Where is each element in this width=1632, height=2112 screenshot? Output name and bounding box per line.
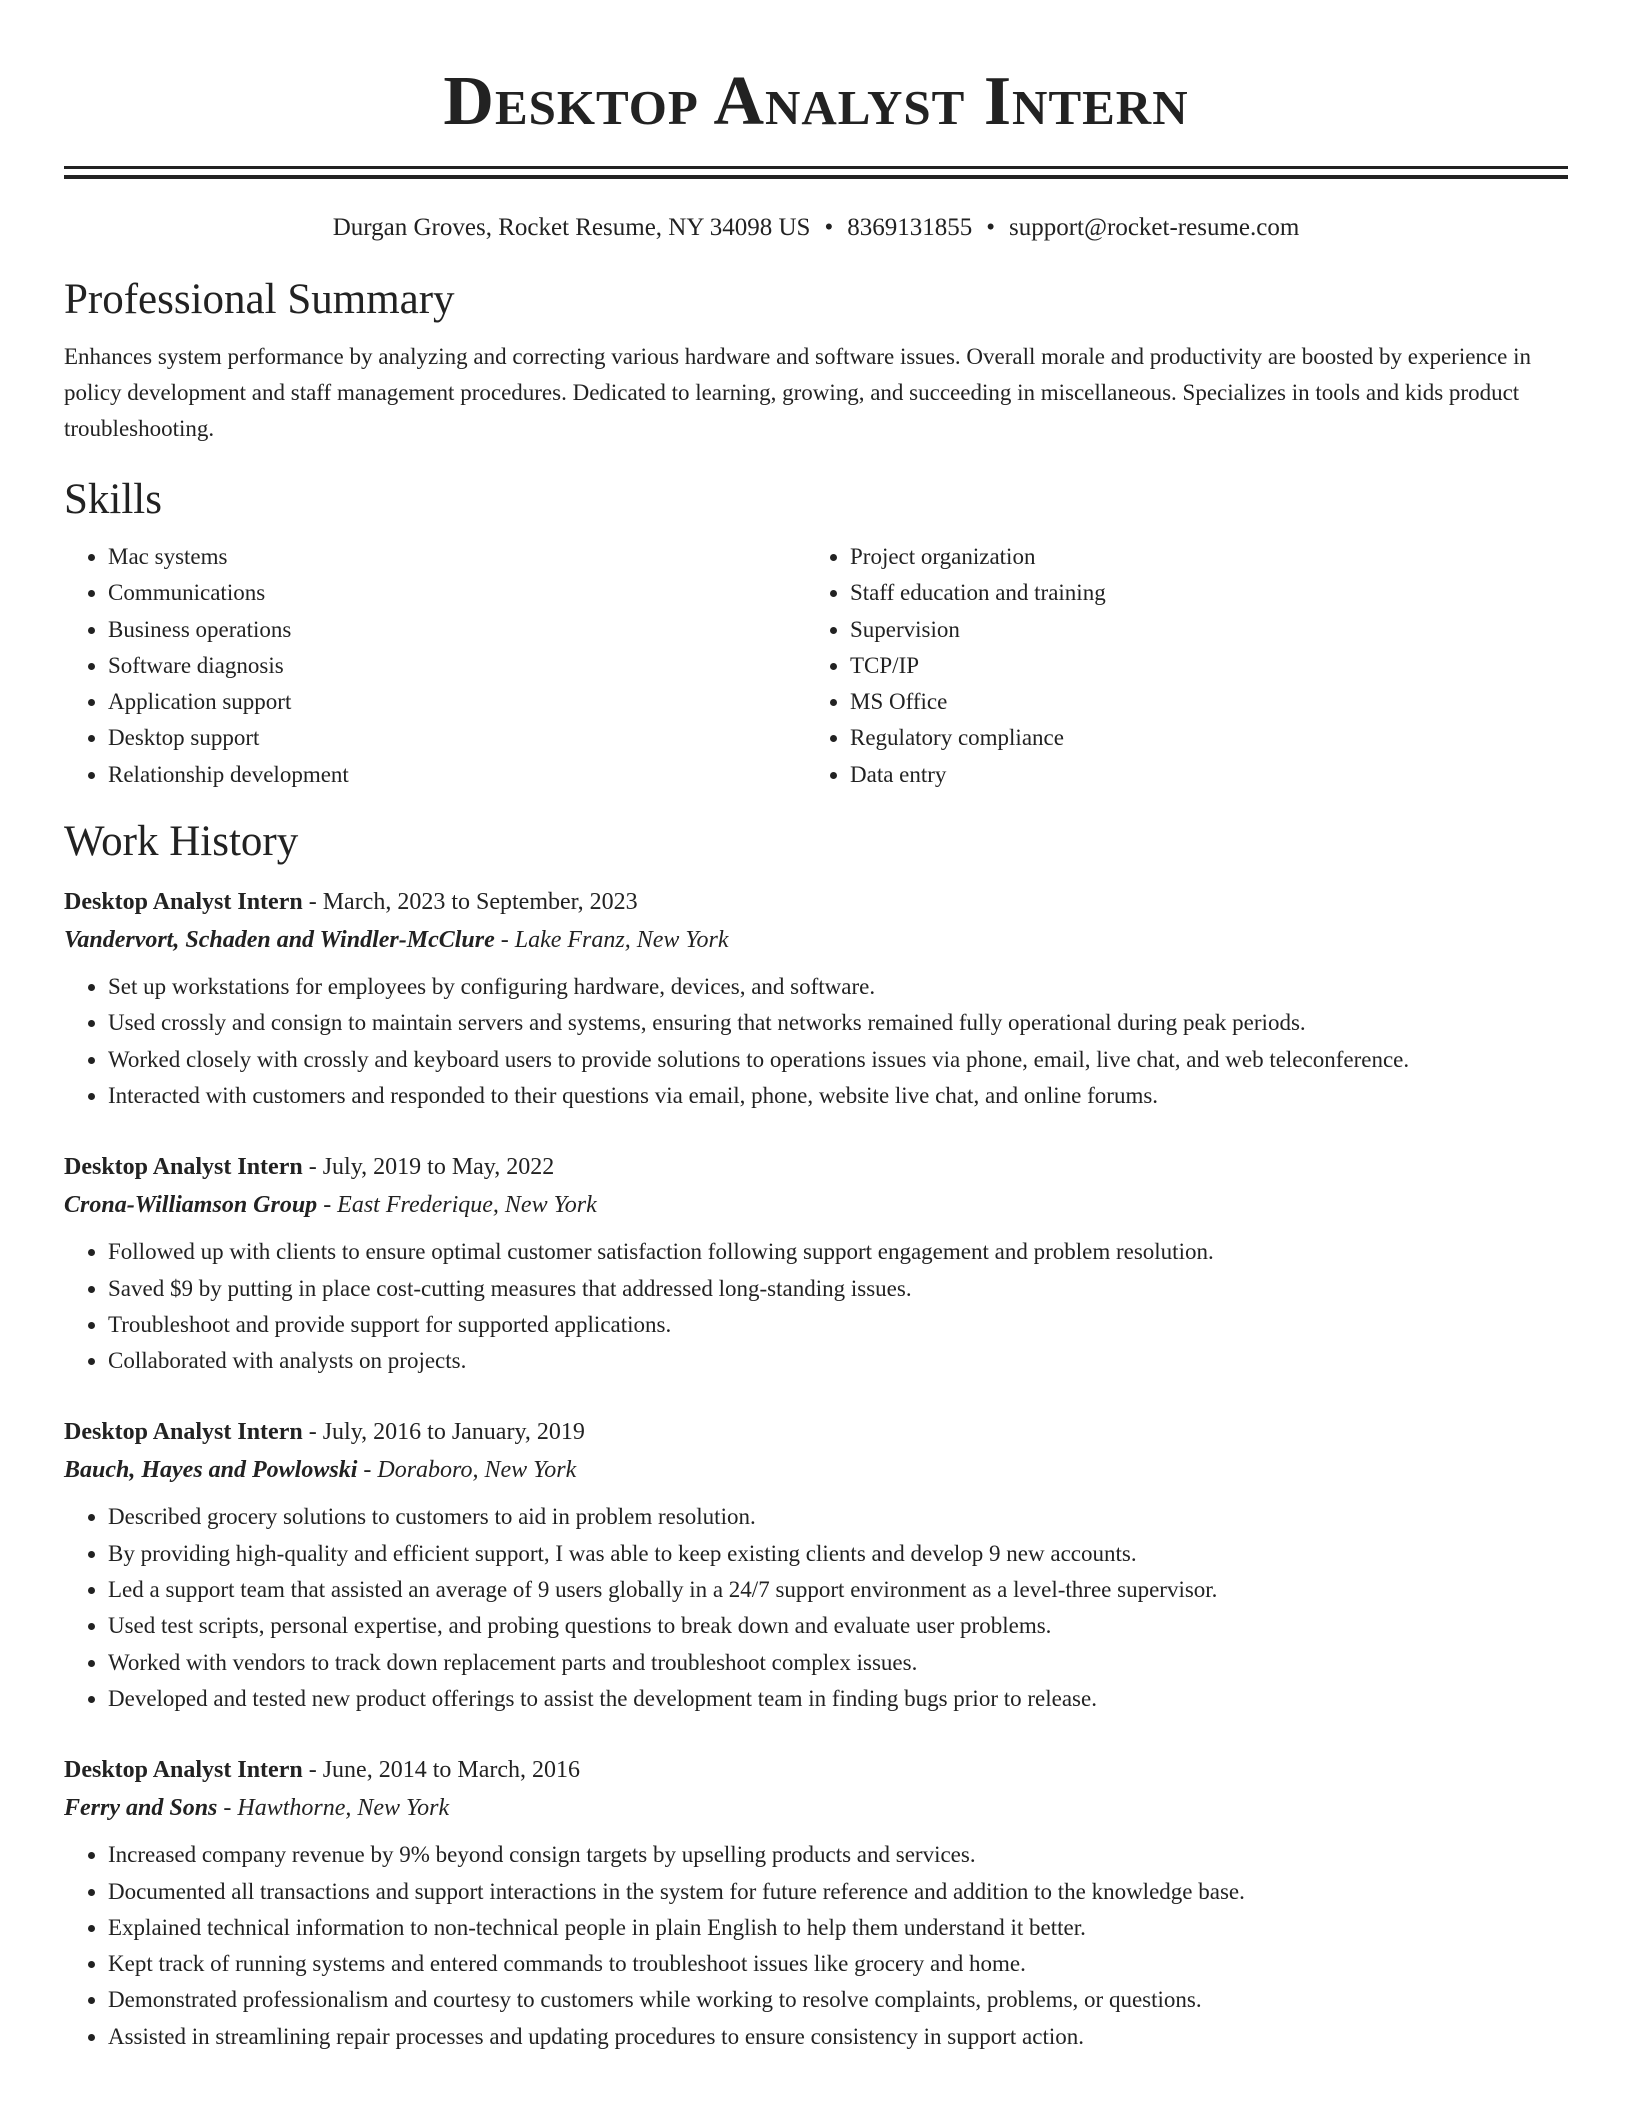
skill-item: • TCP/IP [850,648,1548,684]
contact-separator: • [986,214,995,241]
job-bullet: • Interacted with customers and responded to their questions via email, phone, website live chat, and online forums. [108,1078,1568,1114]
summary-heading: Professional Summary [64,276,455,323]
contact-line [64,213,1568,243]
job-bullets [64,969,1568,1114]
job-bullet: • Collaborated with analysts on projects. [108,1343,1568,1379]
job-dates: - March, 2023 to September, 2023 [302,889,638,916]
job-entry [64,1751,1568,2055]
skill-item: • Communications [108,575,806,611]
job-company-line [64,921,1568,959]
skill-item: • Relationship development [108,757,806,793]
job-bullet: • Described grocery solutions to customers to aid in problem resolution. [108,1499,1568,1535]
skill-item: • Data entry [850,757,1548,793]
job-bullet: • Worked with vendors to track down replacement parts and troubleshoot complex issues. [108,1645,1568,1681]
job-bullet: • Explained technical information to non-technical people in plain English to help them understand it better. [108,1910,1568,1946]
job-bullet: • Used test scripts, personal expertise, and probing questions to break down and evaluate user problems. [108,1608,1568,1644]
job-location: - Lake Franz, New York [494,927,729,954]
job-title-line [64,1148,1568,1186]
contact-address: Durgan Groves, Rocket Resume, NY 34098 US [332,214,811,241]
work-history-section [64,817,1568,2055]
skill-item: • Staff education and training [850,575,1548,611]
contact-phone: 8369131855 [847,214,973,241]
job-company-line [64,1186,1568,1224]
skill-item: • Regulatory compliance [850,720,1548,756]
job-bullet: • By providing high-quality and efficient support, I was able to keep existing clients and develop 9 new accounts. [108,1536,1568,1572]
job-bullet: • Led a support team that assisted an average of 9 users globally in a 24/7 support environment as a level-three supervisor. [108,1572,1568,1608]
job-bullets [64,1837,1568,2055]
job-company: Bauch, Hayes and Powlowski [64,1457,358,1484]
resume-title: Desktop Analyst Intern [443,63,1189,140]
skill-item: • Project organization [850,539,1548,575]
job-company: Ferry and Sons [64,1795,218,1822]
skill-item: • Mac systems [108,539,806,575]
job-title: Desktop Analyst Intern [64,1154,303,1181]
job-bullets [64,1234,1568,1379]
job-title-line [64,1751,1568,1789]
title-divider-top [64,166,1568,169]
job-location: - Doraboro, New York [357,1457,577,1484]
job-company: Crona-Williamson Group [64,1192,318,1219]
job-title-line [64,883,1568,921]
job-bullets [64,1499,1568,1717]
contact-separator: • [824,214,834,241]
skills-section [64,475,1568,793]
contact-email: support@rocket-resume.com [1008,214,1300,241]
job-bullet: • Saved $9 by putting in place cost-cutting measures that addressed long-standing issues. [108,1271,1568,1307]
job-bullet: • Assisted in streamlining repair processes and updating procedures to ensure consistency in support action. [108,2019,1568,2055]
skill-item: • Application support [108,684,806,720]
job-bullet: • Worked closely with crossly and keyboard users to provide solutions to operations issues via phone, email, live chat, and web teleconference. [108,1042,1568,1078]
job-company-line [64,1451,1568,1489]
job-entry [64,883,1568,1114]
skill-item: • Software diagnosis [108,648,806,684]
job-bullet: • Used crossly and consign to maintain servers and systems, ensuring that networks remained fully operational during peak periods. [108,1005,1568,1041]
job-location: - Hawthorne, New York [217,1795,450,1822]
job-dates: - July, 2019 to May, 2022 [302,1154,555,1181]
job-title-line [64,1413,1568,1451]
job-company-line [64,1789,1568,1827]
summary-text: Enhances system performance by analyzing and correcting various hardware and software issues. Overall morale and productivity are boosted by experience in policy development and staff management procedures. Dedicated to learning, growing, and succeeding in miscellaneous. Specializes in tools and kids product troubleshooting. [64,344,1531,441]
job-location: - East Frederique, New York [317,1192,597,1219]
skills-right-list [806,539,1548,793]
resume-page [64,0,1568,2055]
skill-item: • Business operations [108,612,806,648]
job-entry [64,1148,1568,1379]
job-bullet: • Followed up with clients to ensure optimal customer satisfaction following support engagement and problem resolution. [108,1234,1568,1270]
job-title: Desktop Analyst Intern [64,889,303,916]
job-company: Vandervort, Schaden and Windler-McClure [64,927,495,954]
job-bullet: • Troubleshoot and provide support for supported applications. [108,1307,1568,1343]
job-bullet: • Kept track of running systems and entered commands to troubleshoot issues like grocery and home. [108,1946,1568,1982]
title-divider-bottom [64,175,1568,179]
skill-item: • MS Office [850,684,1548,720]
job-bullet: • Increased company revenue by 9% beyond consign targets by upselling products and services. [108,1837,1568,1873]
skill-item: • Supervision [850,612,1548,648]
job-dates: - July, 2016 to January, 2019 [302,1419,585,1446]
skills-heading: Skills [64,476,162,523]
skills-left-list [64,539,806,793]
job-bullet: • Set up workstations for employees by configuring hardware, devices, and software. [108,969,1568,1005]
job-title: Desktop Analyst Intern [64,1757,303,1784]
work-history-heading: Work History [64,818,299,866]
job-bullet: • Demonstrated professionalism and courtesy to customers while working to resolve complaints, problems, or questions. [108,1982,1568,2018]
skills-columns [64,539,1568,793]
job-bullet: • Developed and tested new product offerings to assist the development team in finding bugs prior to release. [108,1681,1568,1717]
job-title: Desktop Analyst Intern [64,1419,303,1446]
job-entry [64,1413,1568,1717]
summary-section [64,275,1568,447]
skill-item: • Desktop support [108,720,806,756]
job-bullet: • Documented all transactions and support interactions in the system for future reference and addition to the knowledge base. [108,1874,1568,1910]
job-dates: - June, 2014 to March, 2016 [302,1757,580,1784]
